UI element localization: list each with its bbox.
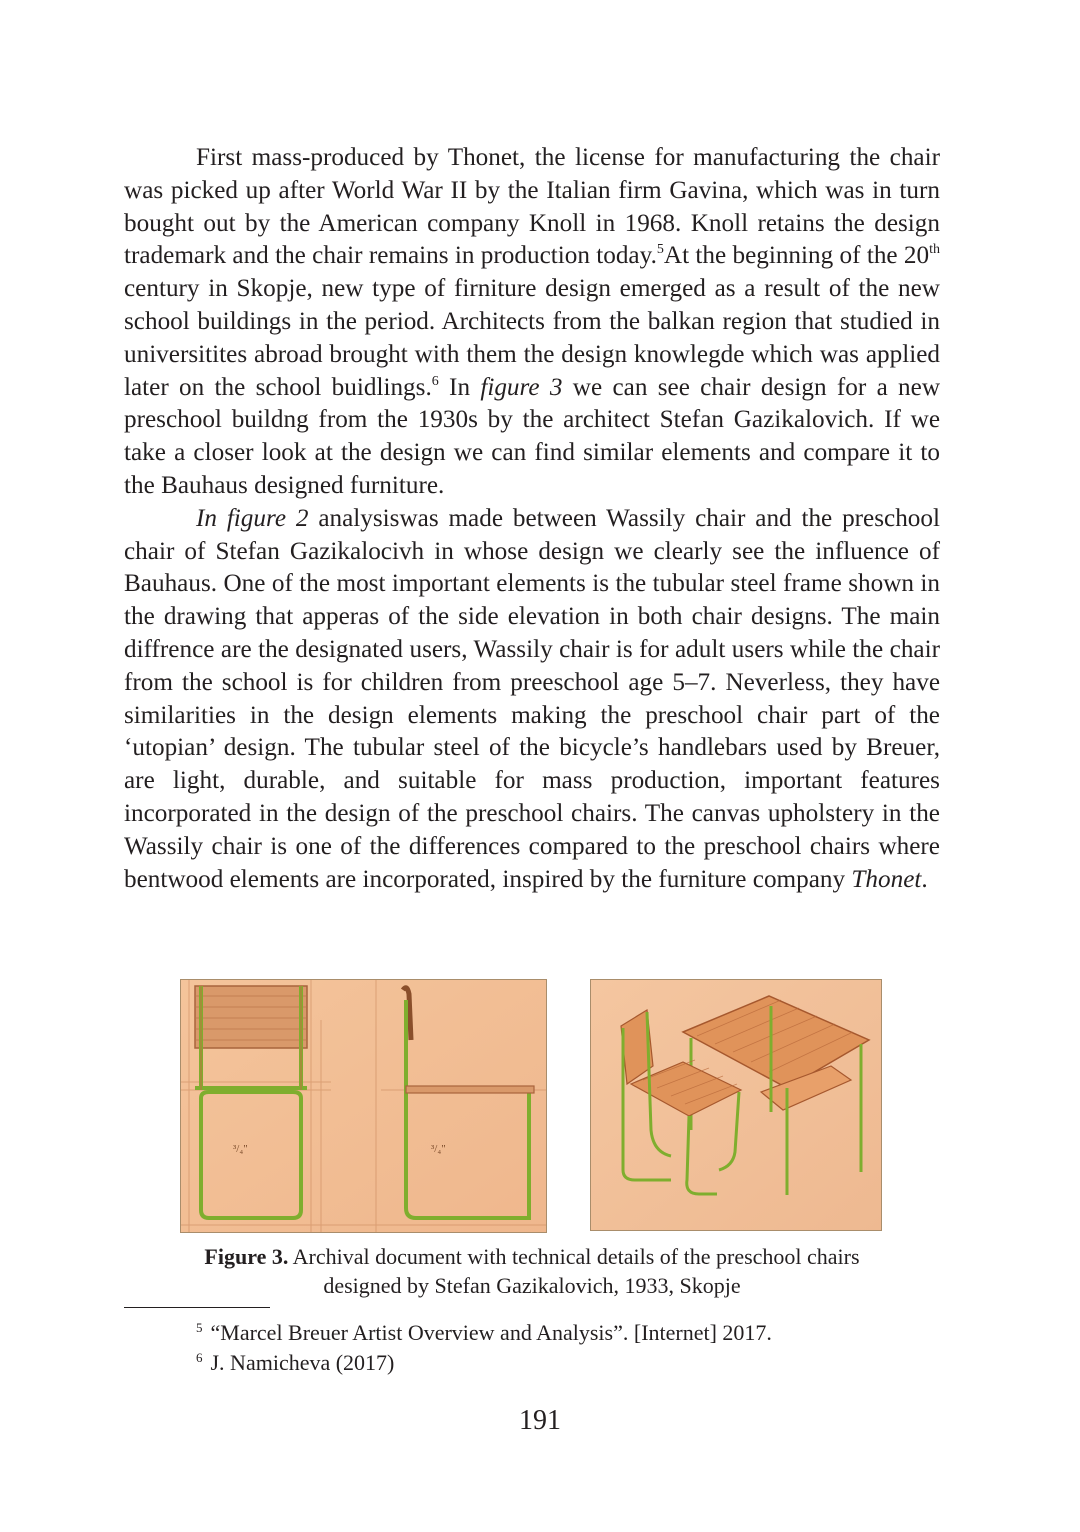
footnote-ref-6[interactable]: 6 — [431, 373, 439, 389]
chair-desk-perspective-sketch — [590, 979, 882, 1231]
paragraph-1: First mass-produced by Thonet, the license for manufacturing the chair was picked up after World War II by the Italian firm Gavina, which was in turn bought out by the American company Knoll in 1968. Knoll retains the design trademark and the chair remains in production today.$^5$At the beginning of the 20th century in Skopje, new type of firniture design emerged as a result of the new school buildings in the period. Architects from the balkan region that studied in universitites abroad brought with them the design knowlegde which was applied later on the school buidlings.$^6$ In figure 3 we can see chair design for a new preschool buildng from the 1930s by the architect Stefan Gazikalovich. If we take a closer look at the design we can find similar elements and compare it to the Bauhaus designed furniture. — [124, 144, 941, 499]
footnote-5: $^5$ “Marcel Breuer Artist Overview and Analysis”. [Internet] 2017. — [196, 1320, 772, 1345]
page-number: 191 — [519, 1405, 561, 1436]
chair-elevation-drawing — [180, 979, 547, 1233]
footnote-separator — [124, 1307, 270, 1308]
drawing-annotation-left: ³/₄" — [233, 1143, 248, 1155]
figure-label: Figure 3. — [204, 1244, 289, 1269]
figure-caption: Figure 3. Archival document with technical details of the preschool chairs designed by Stefan Gazikalovich, 1933, Skopje — [204, 1244, 860, 1298]
drawing-annotation-right: ³/₄" — [431, 1143, 446, 1155]
front-view-backrest — [195, 986, 307, 1048]
paragraph-2: In figure 2 analysiswas made between Wassily chair and the preschool chair of Stefan Gazikalocivh in whose design we clearly see the influence of Bauhaus. One of the most important elements is the tubular steel frame shown in the drawing that apperas of the side elevation in both chair designs. The main diffrence are the designated users, Wassily chair is for adult users while the chair from the school is for children from preeschool age 5–7. Neverless, they have similarities in the design elements making the preschool chair part of the ‘utopian’ design. The tubular steel of the bicycle’s handlebars used by Breuer, are light, durable, and suitable for mass production, important features incorporated in the design of the preschool chairs. The canvas upholstery in the Wassily chair is one of the differences compared to the preschool chairs where bentwood elements are incorporated, inspired by the furniture company Thonet. — [124, 504, 940, 893]
footnote-ref-5[interactable]: 5 — [656, 242, 664, 258]
body-text — [124, 142, 940, 896]
footnote-6: $^6$ J. Namicheva (2017) — [196, 1350, 395, 1375]
